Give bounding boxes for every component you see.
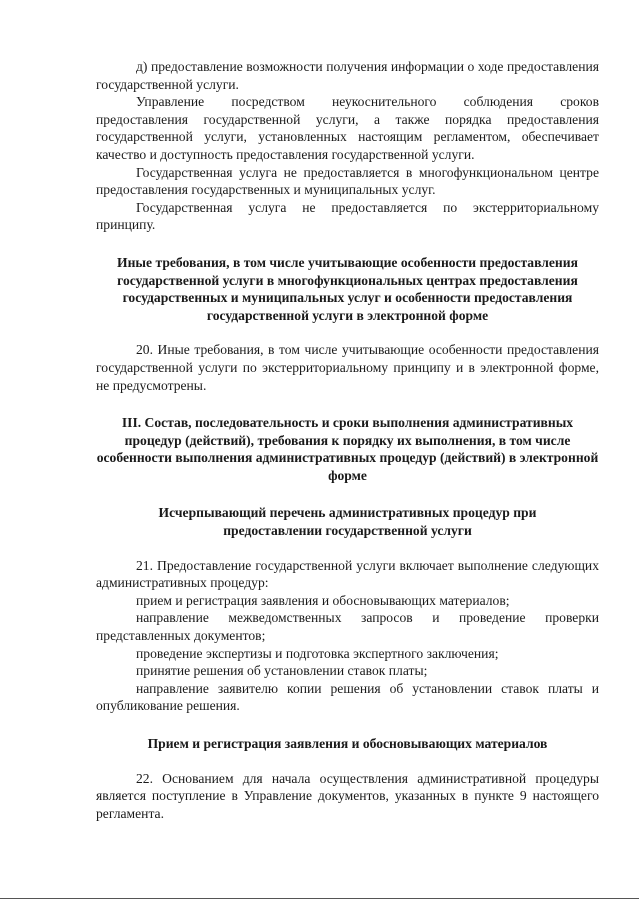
section-heading-reception: Прием и регистрация заявления и обосновывающих материалов — [147, 736, 548, 751]
paragraph-mfc: Государственная услуга не предоставляется в многофункциональном центре предоставления государственных и муниципальных услуг. — [96, 164, 599, 198]
list-item-requests: направление межведомственных запросов и проведение проверки представленных документов; — [96, 610, 599, 644]
paragraph-quality: Управление посредством неукоснительного соблюдения сроков предоставления государственной услуги, а также порядка предоставления государственной услуги, установленных настоящим регламентом, обеспечивает качество и доступность предоставления государственной услуги. — [96, 94, 599, 162]
page-bottom-rule — [0, 898, 639, 899]
list-item-reception: прием и регистрация заявления и обосновывающих материалов; — [136, 592, 510, 608]
section-heading-procedure-list: Исчерпывающий перечень административных процедур при предоставлении государственной услуги — [158, 505, 537, 539]
chapter-heading-iii: III. Состав, последовательность и сроки выполнения административных процедур (действий), требования к порядку их выполнения, в том числе особенности выполнения административных процедур (действий) в электронной форме — [96, 415, 599, 483]
paragraph-extraterritorial: Государственная услуга не предоставляется по экстерриториальному принципу. — [96, 199, 599, 233]
paragraph-item-d: д) предоставление возможности получения информации о ходе предоставления государственной услуги. — [96, 59, 599, 92]
paragraph-20: 20. Иные требования, в том числе учитывающие особенности предоставления государственной услуги по экстерриториальному принципу и в электронной форме, не предусмотрены. — [96, 342, 599, 393]
list-item-decision: принятие решения об установлении ставок платы; — [136, 663, 428, 679]
paragraph-22: 22. Основанием для начала осуществления административной процедуры является поступление в Управление документов, указанных в пункте 9 настоящего регламента. — [96, 770, 599, 821]
list-item-copy-publication: направление заявителю копии решения об установлении ставок платы и опубликование решения. — [96, 680, 599, 714]
paragraph-21: 21. Предоставление государственной услуги включает выполнение следующих административных процедур: — [96, 557, 599, 591]
list-item-expertise: проведение экспертизы и подготовка экспертного заключения; — [136, 645, 499, 661]
section-heading-other-requirements: Иные требования, в том числе учитывающие особенности предоставления государственной услуги в многофункциональных центрах предоставления государственных и муниципальных услуг и особенности предоставления государственной услуги в электронной форме — [117, 254, 578, 323]
document-page — [96, 58, 599, 822]
